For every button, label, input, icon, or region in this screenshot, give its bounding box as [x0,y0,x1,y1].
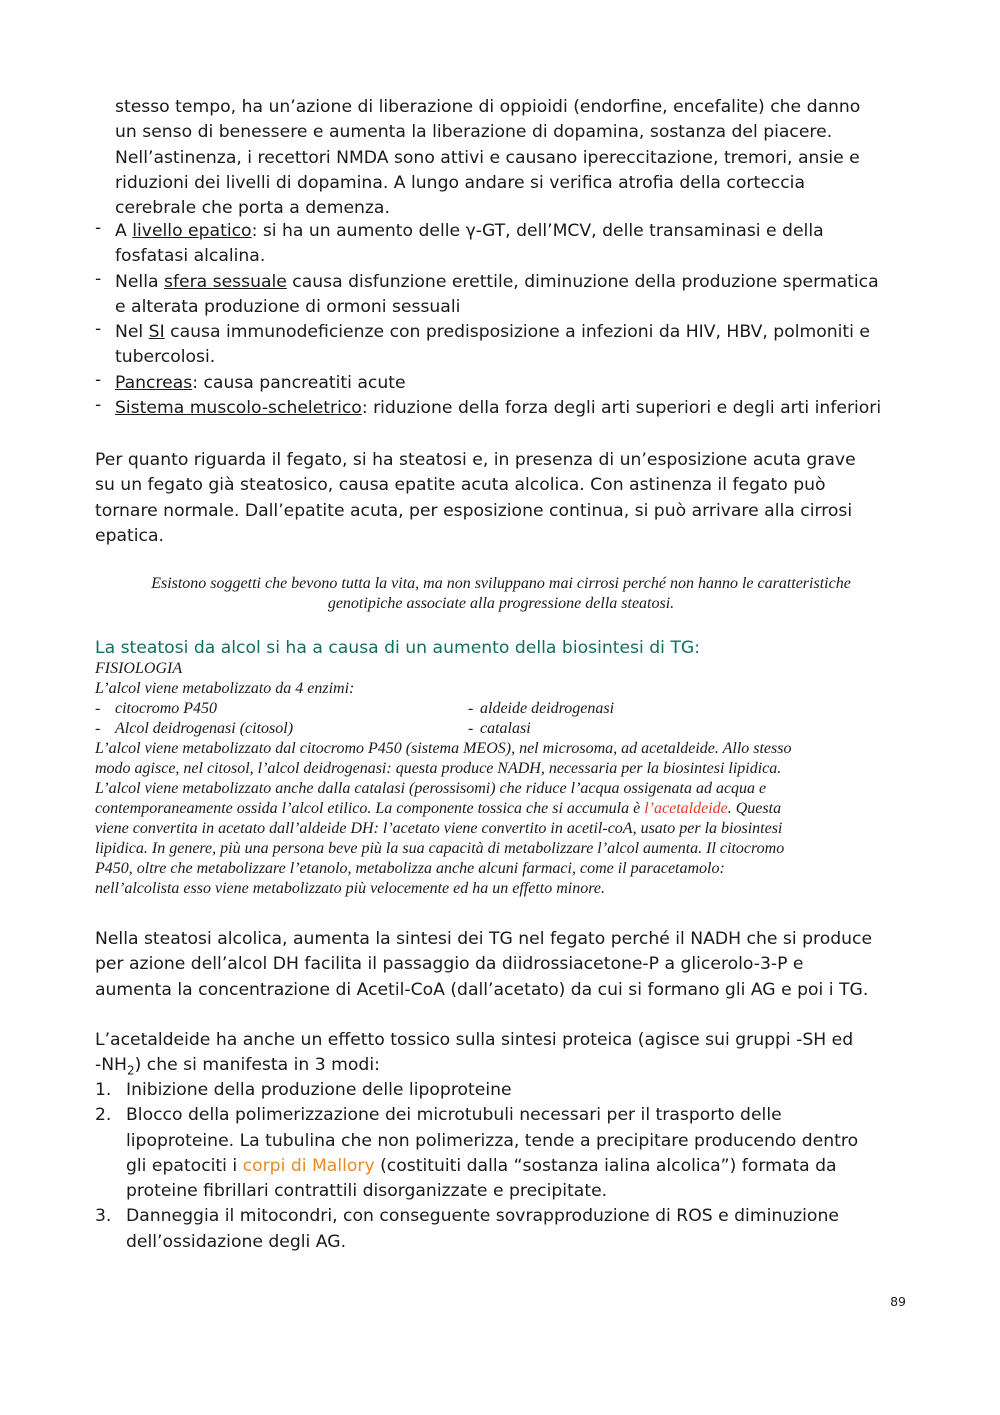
mallory-highlight: corpi di Mallory [242,1155,375,1176]
paragraph-line: per azione dell’alcol DH facilita il passaggio da diidrossiacetone-P a glicerolo-3-P e [95,954,804,975]
dash-bullet-icon: - [95,720,101,737]
dash-bullet-icon: - [95,218,102,238]
list-item: 1. Inibizione della produzione delle lipoproteine [95,1078,915,1103]
liver-paragraph [95,448,925,549]
italic-note [95,574,907,614]
dash-bullet-icon: - [95,369,102,390]
acetaldeide-highlight: l’acetaldeide [644,800,728,817]
effect-term: livello epatico [132,221,252,241]
physiology-block [95,659,915,899]
enzyme-item: aldeide deidrogenasi [480,700,615,717]
acetaldehyde-paragraph [95,1028,925,1084]
dash-bullet-icon: - [95,700,101,717]
physiology-line: P450, oltre che metabolizzare l’etanolo, metabolizza anche alcuni farmaci, come il paracetamolo: [95,860,725,877]
list-number: 2. [95,1105,112,1126]
list-item: - A livello epatico: si ha un aumento delle γ-GT, dell’MCV, delle transaminasi e della fosfatasi alcalina. [95,218,824,267]
dash-bullet-icon: - [95,268,102,289]
intro-line: un senso di benessere e aumenta la liberazione di dopamina, sostanza del piacere. [115,122,833,143]
paragraph-line: $-NH_2$) che si manifesta in 3 modi: [95,1055,380,1078]
physiology-title: FISIOLOGIA [95,660,183,677]
effect-term: Sistema muscolo-scheletrico [115,398,362,419]
physiology-line: lipidica. In genere, più una persona beve più la sua capacità di metabolizzare l’alcol aumenta. Il citocromo [95,840,785,857]
intro-line: riduzioni dei livelli di dopamina. A lungo andare si verifica atrofia della corteccia [115,172,805,193]
paragraph-line: L’acetaldeide ha anche un effetto tossico sulla sintesi proteica (agisce sui gruppi -SH ed [95,1030,854,1050]
intro-line: Nell’astinenza, i recettori NMDA sono attivi e causano ipereccitazione, tremori, ansie e [115,147,860,168]
list-item: - Sistema muscolo-scheletrico: riduzione della forza degli arti superiori e degli arti inferiori [95,395,882,419]
tg-paragraph [95,927,925,1003]
list-item: - Nella sfera sessuale causa disfunzione erettile, diminuzione della produzione spermatica e alterata produzione di ormoni sessuali [95,268,879,317]
effect-term: SI [148,322,165,343]
note-line: Esistono soggetti che bevono tutta la vita, ma non sviluppano mai cirrosi perché non hanno le caratteristiche [151,575,851,592]
note-line: genotipiche associate alla progressione della steatosi. [327,595,675,612]
intro-paragraph [115,95,925,221]
dash-bullet-icon: - [95,319,102,340]
list-number: 1. [95,1080,112,1100]
paragraph-line: Per quanto riguarda il fegato, si ha steatosi e, in presenza di un’esposizione acuta grave [95,450,856,470]
list-item: 3. Danneggia il mitocondri, con conseguente sovrapproduzione di ROS e diminuzione dell’ossidazione degli AG. [95,1206,839,1252]
paragraph-line: tornare normale. Dall’epatite acuta, per esposizione continua, si può arrivare alla cirrosi [95,500,853,521]
physiology-intro: L’alcol viene metabolizzato da 4 enzimi: [95,680,355,697]
list-item: - Nel SI causa immunodeficienze con predisposizione a infezioni da HIV, HBV, polmoniti e tubercolosi. [95,319,870,368]
list-item: 2. Blocco della polimerizzazione dei microtubuli necessari per il trasporto delle lipoproteine. La tubulina che non polimerizza, tende a precipitare producendo dentro gli epatociti i corpi di Mallory (costituiti dalla “sostanza ialina alcolica”) formata da proteine fibrillari contrattili disorganizzate e precipitate. [95,1105,859,1202]
page-number: 89 [890,1294,906,1309]
enzyme-item-prefix: - [468,720,474,737]
physiology-line: viene convertita in acetato dall’aldeide DH: l’acetato viene convertito in acetil-coA, usato per la biosintesi [95,820,783,837]
section-heading: La steatosi da alcol si ha a causa di un aumento della biosintesi di TG: [95,638,701,658]
intro-line: cerebrale che porta a demenza. [115,198,390,219]
effects-list [95,219,925,421]
physiology-line: nell’alcolista esso viene metabolizzato più velocemente ed ha un effetto minore. [95,880,605,897]
list-item: - Pancreas: causa pancreatiti acute [95,369,406,393]
paragraph-line: aumenta la concentrazione di Acetil-CoA (dall’acetato) da cui si formano gli AG e poi i TG. [95,979,869,1000]
list-number: 3. [95,1206,112,1227]
effect-term: sfera sessuale [163,271,287,292]
physiology-line: L’alcol viene metabolizzato dal citocromo P450 (sistema MEOS), nel microsoma, ad acetaldeide. Allo stesso [95,740,792,757]
physiology-line: contemporaneamente ossida l’alcol etilico. La componente tossica che si accumula è l’acetaldeide. Questa [95,800,782,817]
enzyme-item-prefix: - [468,700,474,717]
physiology-line: modo agisce, nel citosol, l’alcol deidrogenasi: questa produce NADH, necessaria per la biosintesi lipidica. [95,760,782,777]
physiology-line: L’alcol viene metabolizzato anche dalla catalasi (perossisomi) che riduce l’acqua ossigenata ad acqua e [95,780,767,797]
dash-bullet-icon: - [95,395,102,416]
modes-list [95,1078,915,1255]
paragraph-line: Nella steatosi alcolica, aumenta la sintesi dei TG nel fegato perché il NADH che si produce [95,929,873,949]
effect-term: Pancreas [115,372,193,393]
enzyme-item: Alcol deidrogenasi (citosol) [115,720,294,737]
enzyme-item: citocromo P450 [115,700,218,717]
enzyme-item: catalasi [480,720,531,737]
enzyme-row [95,719,915,739]
paragraph-line: su un fegato già steatosico, causa epatite acuta alcolica. Con astinenza il fegato può [95,475,826,496]
intro-line: stesso tempo, ha un’azione di liberazione di oppioidi (endorfine, encefalite) che danno [115,97,861,117]
paragraph-line: epatica. [95,525,164,546]
enzyme-row [95,699,915,719]
